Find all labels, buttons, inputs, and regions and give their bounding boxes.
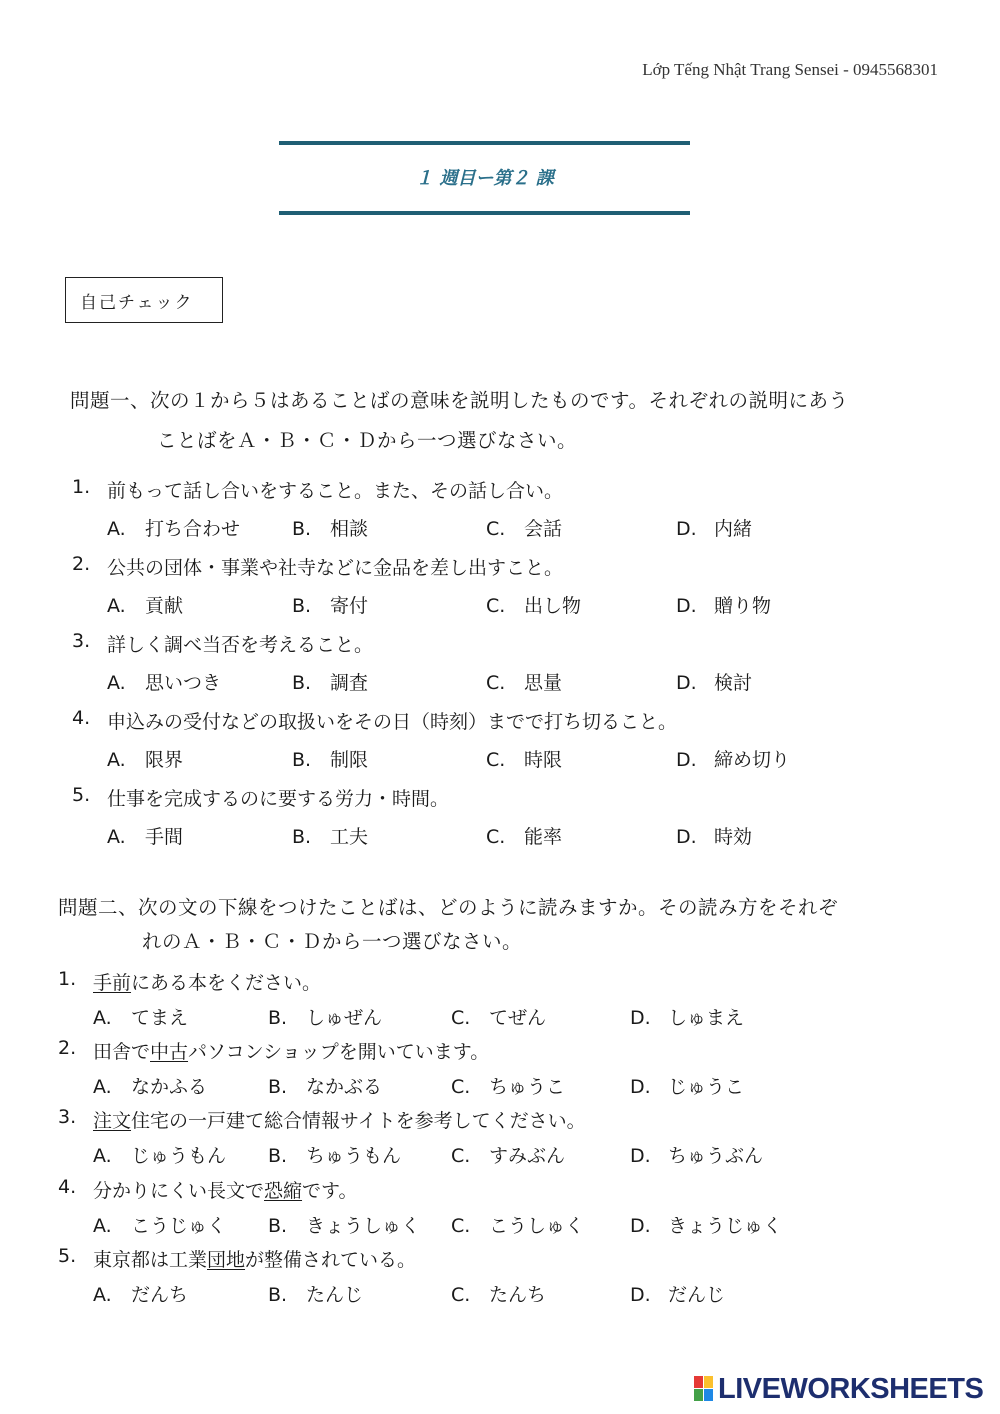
logo-block-2 [704,1376,713,1388]
question-stem: 前もって話し合いをすること。また、その話し合い。 [107,480,564,502]
underlined-word: 恐縮 [264,1180,303,1202]
option-text: 打ち合わせ [145,518,241,540]
question-row [58,1106,958,1136]
option-letter: D. [676,595,697,617]
option-text: 検討 [714,672,753,694]
lesson-title: １ 週目ー第２ 課 [415,168,554,189]
option-letter: B. [268,1284,288,1306]
option-letter: D. [630,1076,651,1098]
option-b [292,668,368,695]
question-row [58,968,958,998]
option-text: てぜん [489,1007,547,1029]
option-text: 限界 [145,749,184,771]
option-letter: C. [486,826,506,848]
options-row [0,745,1000,773]
options-row [0,1141,1000,1169]
option-text: じゅうもん [131,1145,227,1167]
option-letter: A. [93,1076,112,1098]
option-text: 内緒 [714,518,753,540]
option-b [292,822,368,849]
question-stem [93,1176,358,1203]
option-d [676,822,752,849]
option-letter: B. [292,826,312,848]
option-text: 工夫 [330,826,369,848]
question-number: 2. [58,1037,77,1059]
option-text: きょうじゅく [668,1215,783,1237]
option-a [93,1280,188,1307]
option-text: じゅうこ [668,1076,745,1098]
question-number: 3. [72,630,91,652]
question-stem [93,1245,416,1272]
options-row [0,668,1000,696]
section1-instruction-line1: 問題一、次の１から５はあることばの意味を説明したものです。それぞれの説明にあう [70,389,849,412]
question-stem: 公共の団体・事業や社寺などに金品を差し出すこと。 [107,557,564,579]
question-stem: 仕事を完成するのに要する労力・時間。 [107,788,450,810]
stem-pre: 田舎で [93,1041,151,1063]
option-letter: D. [676,672,697,694]
option-text: 相談 [330,518,369,540]
options-row [0,591,1000,619]
question-row [58,1176,958,1206]
stem-post: です。 [302,1180,358,1202]
self-check-box: 自己チェック [65,277,223,323]
options-row [0,1211,1000,1239]
option-letter: B. [292,672,312,694]
question-stem: 詳しく調べ当否を考えること。 [107,634,374,656]
option-letter: A. [107,595,126,617]
question-number: 5. [58,1245,77,1267]
question-stem [93,1037,489,1064]
question-row [72,630,972,660]
option-text: しゅぜん [306,1007,383,1029]
option-letter: A. [107,518,126,540]
section2-instruction-line2: れのＡ・Ｂ・Ｃ・Ｄから一つ選びなさい。 [142,930,523,953]
option-b [292,745,368,772]
title-rule-top [279,141,690,145]
stem-pre: 分かりにくい長文で [93,1180,265,1202]
options-row [0,514,1000,542]
question-row [58,1037,958,1067]
logo-block-1 [694,1376,703,1388]
question-number: 4. [72,707,91,729]
option-letter: C. [451,1284,471,1306]
option-letter: C. [486,749,506,771]
option-text: 時限 [524,749,563,771]
option-text: 調査 [330,672,369,694]
option-letter: A. [107,672,126,694]
option-letter: B. [292,518,312,540]
option-text: こうしゅく [489,1215,585,1237]
option-b [268,1003,382,1030]
option-text: たんち [489,1284,547,1306]
option-text: なかふる [131,1076,208,1098]
option-a [107,591,183,618]
option-text: ちゅうもん [306,1145,402,1167]
option-c [486,822,562,849]
option-text: たんじ [306,1284,364,1306]
option-letter: C. [451,1076,471,1098]
option-a [93,1211,226,1238]
header-credit: Lớp Tếng Nhật Trang Sensei - 0945568301 [642,60,938,79]
question-row [72,476,972,506]
stem-post: にある本をください。 [131,972,322,994]
option-letter: A. [93,1284,112,1306]
liveworksheets-logo-icon [694,1376,714,1402]
option-text: きょうしゅく [306,1215,421,1237]
stem-post: が整備されている。 [245,1249,417,1271]
option-c [451,1003,546,1030]
option-text: 思いつき [145,672,222,694]
section1-instruction-line2: ことばをＡ・Ｂ・Ｃ・Ｄから一つ選びなさい。 [157,429,578,452]
option-a [93,1003,188,1030]
option-text: 寄付 [330,595,369,617]
option-letter: B. [268,1076,288,1098]
option-a [93,1141,226,1168]
option-c [451,1280,546,1307]
option-text: てまえ [131,1007,189,1029]
option-letter: A. [107,826,126,848]
option-c [486,514,562,541]
option-c [451,1072,565,1099]
option-letter: D. [630,1145,651,1167]
option-letter: D. [630,1007,651,1029]
question-stem: 申込みの受付などの取扱いをその日（時刻）までで打ち切ること。 [107,711,678,733]
option-d [630,1280,725,1307]
liveworksheets-logo-text: LIVEWORKSHEETS [718,1372,984,1405]
option-b [292,514,368,541]
option-a [107,822,183,849]
option-text: 貢献 [145,595,184,617]
option-c [486,668,562,695]
question-number: 1. [58,968,77,990]
option-letter: B. [268,1007,288,1029]
option-text: だんち [131,1284,189,1306]
options-row [0,1280,1000,1308]
option-text: 贈り物 [714,595,772,617]
logo-block-4 [704,1389,713,1401]
option-a [93,1072,207,1099]
liveworksheets-logo [694,1372,983,1406]
option-letter: B. [268,1145,288,1167]
option-d [676,514,752,541]
option-text: 時効 [714,826,753,848]
question-row [72,553,972,583]
option-text: 思量 [524,672,563,694]
underlined-word: 中古 [150,1041,189,1063]
option-b [292,591,368,618]
title-rule-bottom [279,211,690,215]
option-text: 締め切り [714,749,791,771]
options-row [0,1072,1000,1100]
option-d [630,1072,744,1099]
option-c [486,745,562,772]
option-text: 制限 [330,749,369,771]
stem-post: パソコンショップを開いています。 [188,1041,490,1063]
option-letter: D. [676,826,697,848]
question-row [58,1245,958,1275]
option-text: ちゅうぶん [668,1145,764,1167]
option-letter: C. [486,518,506,540]
option-b [268,1280,363,1307]
option-letter: A. [93,1007,112,1029]
option-text: 手間 [145,826,184,848]
option-a [107,514,240,541]
underlined-word: 注文 [93,1110,132,1132]
option-letter: D. [630,1284,651,1306]
option-c [486,591,581,618]
option-text: しゅまえ [668,1007,745,1029]
stem-pre: 東京都は工業 [93,1249,208,1271]
question-stem [93,968,321,995]
option-b [268,1211,420,1238]
option-letter: A. [107,749,126,771]
option-text: 出し物 [524,595,582,617]
underlined-word: 手前 [93,972,132,994]
options-row [0,822,1000,850]
option-letter: A. [93,1145,112,1167]
question-number: 5. [72,784,91,806]
option-text: 会話 [524,518,563,540]
option-letter: D. [676,518,697,540]
option-c [451,1211,584,1238]
option-letter: C. [486,595,506,617]
question-number: 4. [58,1176,77,1198]
option-a [107,668,221,695]
option-text: なかぶる [306,1076,383,1098]
option-d [630,1003,744,1030]
option-letter: C. [451,1215,471,1237]
stem-post: 住宅の一戸建て総合情報サイトを参考してください。 [131,1110,586,1132]
option-d [676,591,771,618]
question-stem [93,1106,586,1133]
option-b [268,1072,382,1099]
underlined-word: 団地 [207,1249,246,1271]
option-d [676,745,790,772]
option-text: すみぶん [489,1145,566,1167]
option-letter: D. [676,749,697,771]
option-letter: A. [93,1215,112,1237]
question-row [72,707,972,737]
option-letter: C. [451,1145,471,1167]
question-number: 2. [72,553,91,575]
option-text: こうじゅく [131,1215,227,1237]
option-letter: C. [486,672,506,694]
question-number: 1. [72,476,91,498]
option-letter: D. [630,1215,651,1237]
option-letter: B. [268,1215,288,1237]
section2-instruction-line1: 問題二、次の文の下線をつけたことばは、どのように読みますか。その読み方をそれぞ [58,896,839,919]
option-d [676,668,752,695]
question-number: 3. [58,1106,77,1128]
option-d [630,1211,782,1238]
option-text: ちゅうこ [489,1076,566,1098]
option-letter: B. [292,595,312,617]
option-letter: B. [292,749,312,771]
logo-block-3 [694,1389,703,1401]
option-c [451,1141,565,1168]
options-row [0,1003,1000,1031]
option-letter: C. [451,1007,471,1029]
option-d [630,1141,763,1168]
option-text: 能率 [524,826,563,848]
option-text: だんじ [668,1284,726,1306]
option-b [268,1141,401,1168]
option-a [107,745,183,772]
question-row [72,784,972,814]
